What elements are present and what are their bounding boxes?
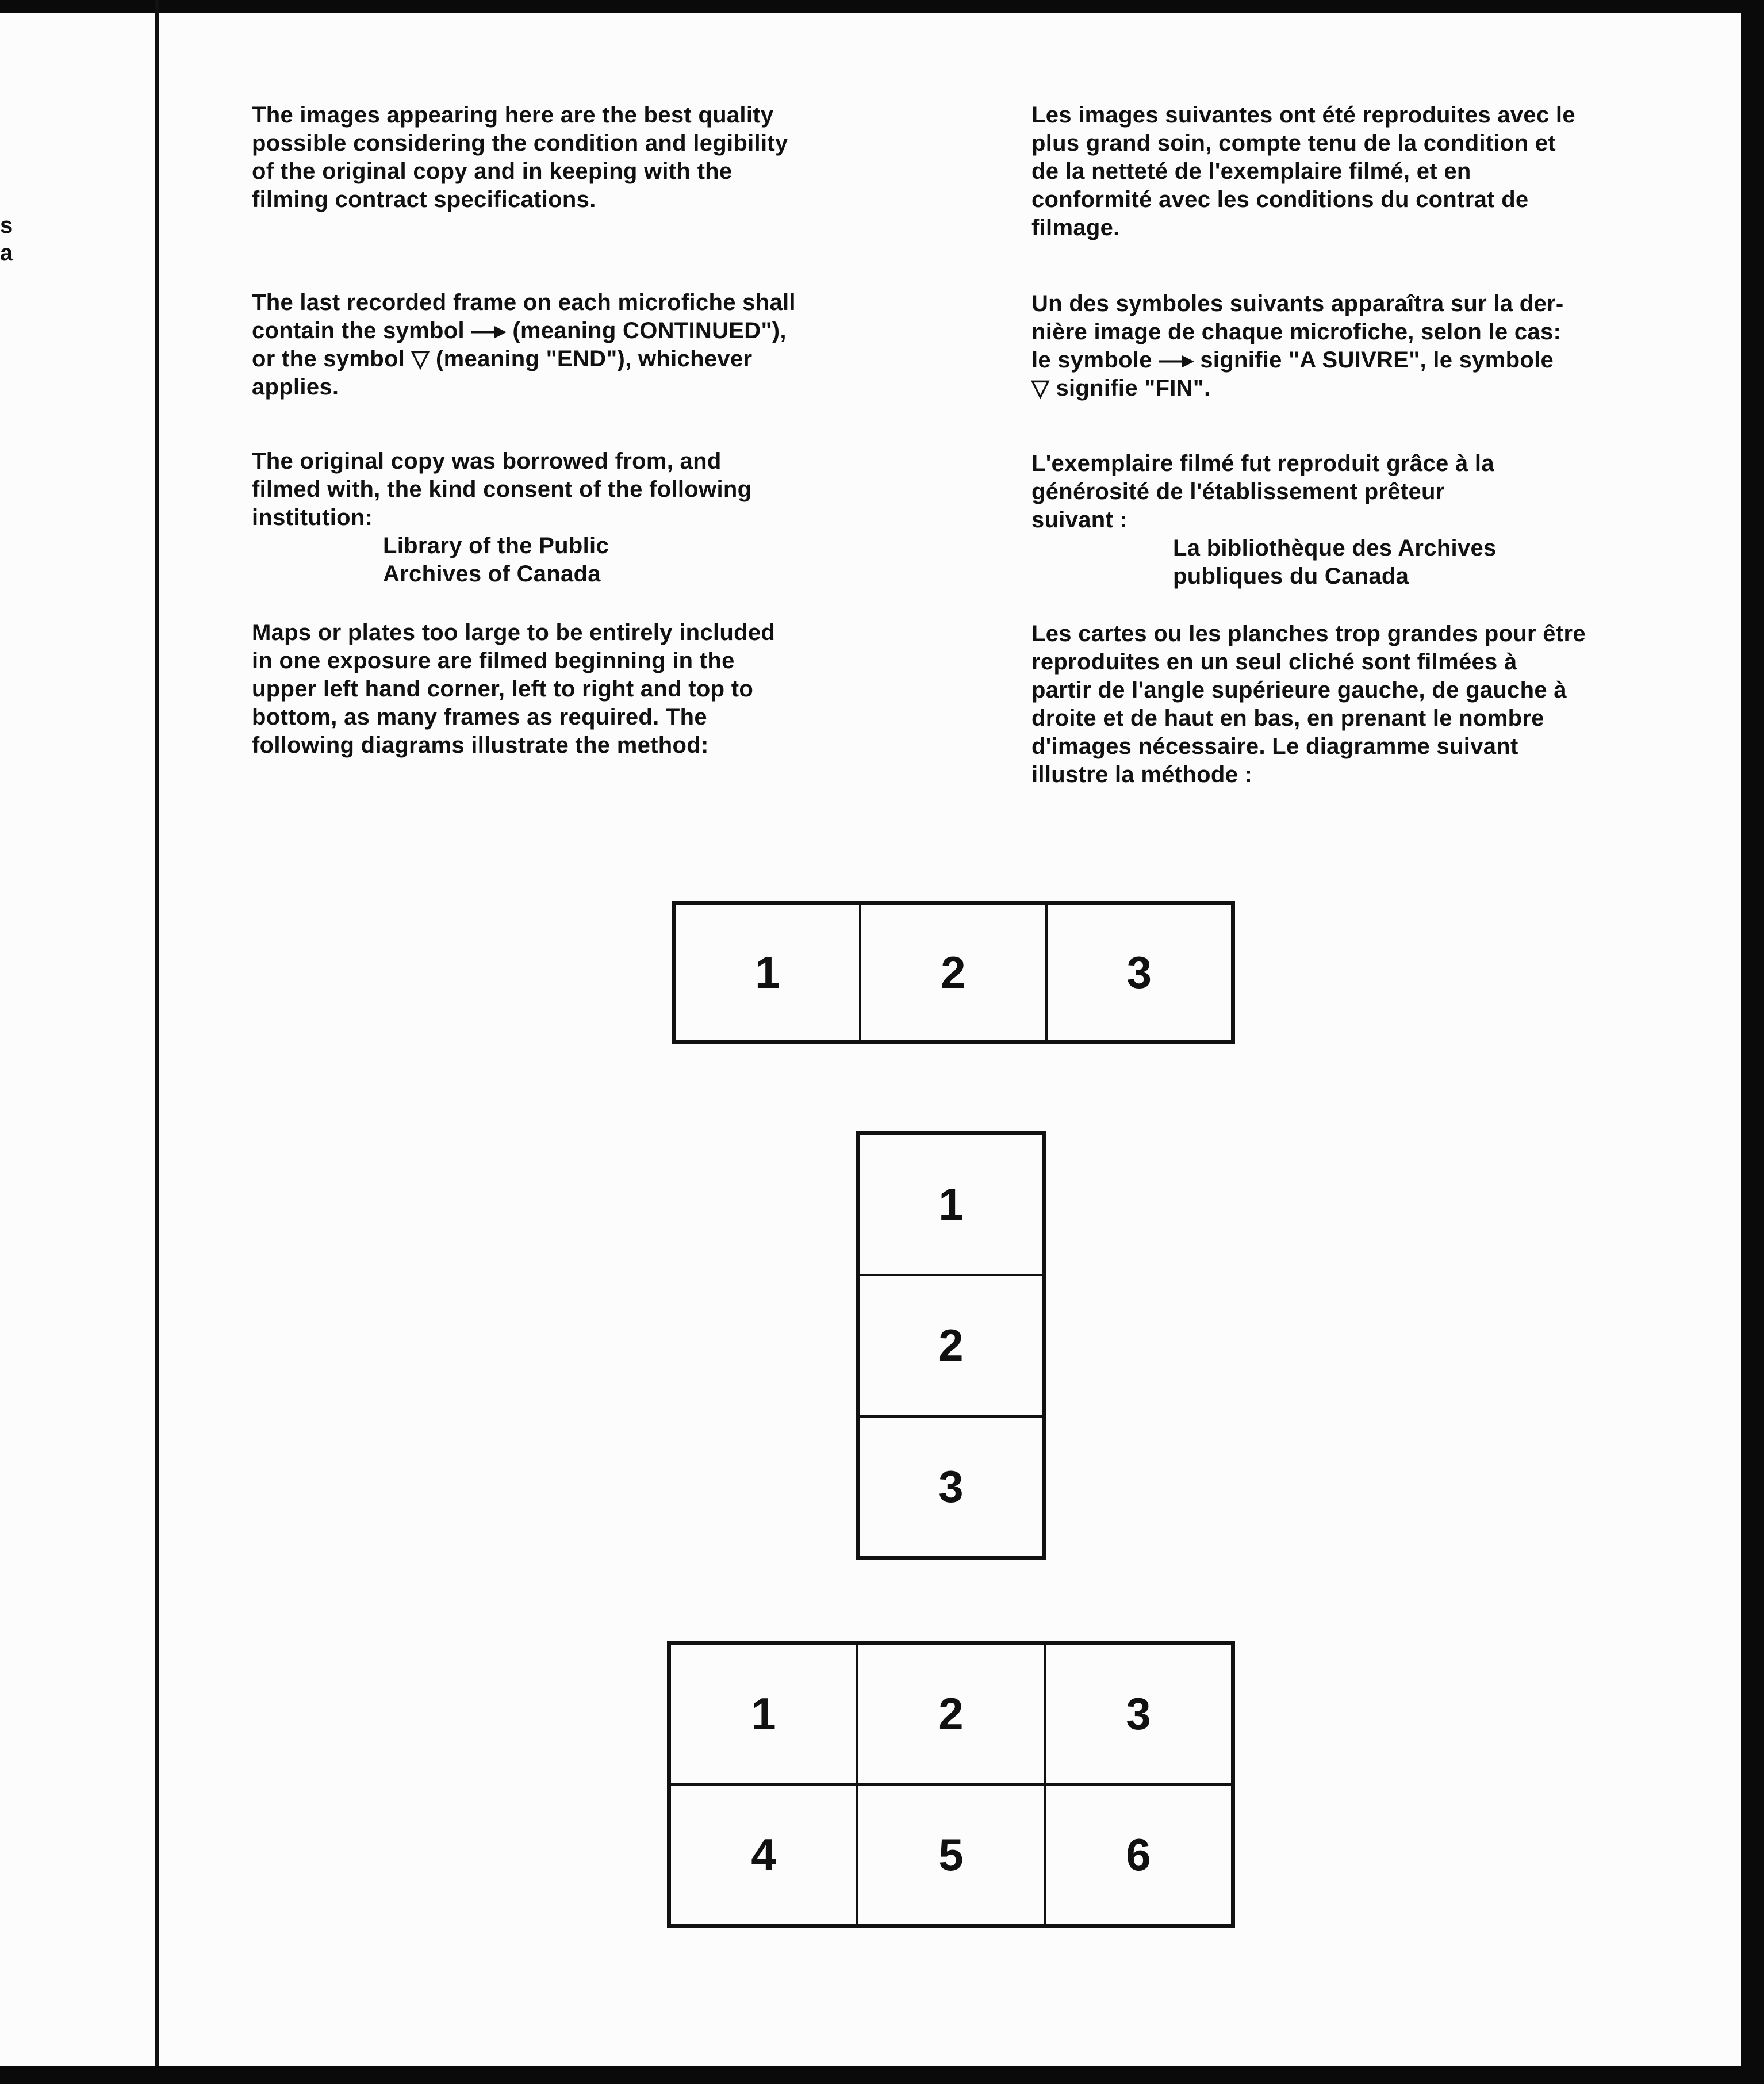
english-paragraph-institution: The original copy was borrowed from, and filmed with, the kind consent of the following institution: xyxy=(252,449,752,530)
english-column xyxy=(252,447,907,588)
english-column xyxy=(252,619,907,760)
frame-cell: 5 xyxy=(857,1784,1045,1925)
frame-cell: 3 xyxy=(1046,903,1232,1041)
right-border xyxy=(1741,0,1764,2084)
edge-fragment: a xyxy=(0,240,13,266)
english-column xyxy=(252,289,907,401)
frame-cell: 2 xyxy=(860,903,1046,1041)
french-paragraph-symbols: Un des symboles suivants apparaîtra sur la der- nière image de chaque microfiche, selon le cas: le symbole —▸ signifie "A SUIVRE", le symbole ▽ signifie "FIN". xyxy=(1031,291,1564,401)
english-column xyxy=(252,101,907,214)
top-border xyxy=(0,0,1764,13)
french-paragraph-maps: Les cartes ou les planches trop grandes pour être reproduites en un seul cliché sont filmées à partir de l'angle supérieure gauche, de gauche à droite et de haut en bas, en prenant le nombre d'images nécessaire. Le diagramme suivant illustre la méthode : xyxy=(1031,621,1586,787)
frame-cell: 6 xyxy=(1045,1784,1232,1925)
frame-cell: 2 xyxy=(857,1644,1045,1784)
frame-cell: 3 xyxy=(1045,1644,1232,1784)
french-institution-name: La bibliothèque des Archives publiques du Canada xyxy=(1173,535,1497,589)
french-column xyxy=(1031,450,1721,591)
frame-cell: 3 xyxy=(858,1416,1044,1557)
french-column xyxy=(1031,101,1721,242)
french-column xyxy=(1031,290,1721,403)
edge-fragment: s xyxy=(0,213,13,238)
frame-cell: 1 xyxy=(674,903,860,1041)
english-institution-name: Library of the Public Archives of Canada xyxy=(383,533,609,587)
frame-cell: 2 xyxy=(858,1275,1044,1416)
french-column xyxy=(1031,620,1721,789)
french-paragraph-institution: L'exemplaire filmé fut reproduit grâce à la générosité de l'établissement prêteur suivant : xyxy=(1031,451,1494,533)
french-paragraph-quality: Les images suivantes ont été reproduites avec le plus grand soin, compte tenu de la condition et de la netteté de l'exemplaire filmé, et en conformité avec les conditions du contrat de filmage. xyxy=(1031,102,1575,240)
bottom-border xyxy=(0,2066,1764,2084)
frame-cell: 1 xyxy=(858,1134,1044,1275)
diagram-grid xyxy=(667,1641,1235,1928)
diagram-horizontal xyxy=(672,901,1235,1044)
english-paragraph-maps: Maps or plates too large to be entirely included in one exposure are filmed beginning in the upper left hand corner, left to right and top to bottom, as many frames as required. The following diagrams illustrate the method: xyxy=(252,620,776,758)
english-paragraph-quality: The images appearing here are the best quality possible considering the condition and legibility of the original copy and in keeping with the filming contract specifications. xyxy=(252,102,788,212)
english-paragraph-symbols: The last recorded frame on each microfiche shall contain the symbol —▸ (meaning CONTINUED"), or the symbol ▽ (meaning "END"), whichever applies. xyxy=(252,290,796,400)
diagram-vertical xyxy=(856,1131,1046,1560)
left-vertical-rule xyxy=(155,0,159,2066)
frame-cell: 1 xyxy=(670,1644,857,1784)
frame-cell: 4 xyxy=(670,1784,857,1925)
